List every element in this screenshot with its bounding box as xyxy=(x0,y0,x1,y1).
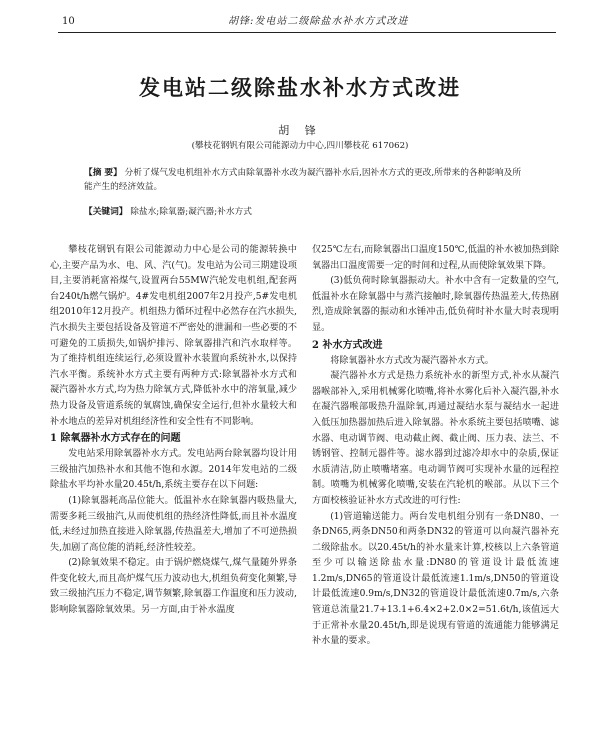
article-title: 发电站二级除盐水补水方式改进 xyxy=(139,75,461,100)
abstract-tag: 【摘 要】 xyxy=(84,168,122,178)
section-1-heading: 1 除氧器补水方式存在的问题 xyxy=(50,433,181,445)
author-name: 胡 锋 xyxy=(278,124,322,137)
problem-1-paragraph: (1)除氧器耗高品位能大。低温补水在除氧器内吸热量大,需要多耗三级抽汽,从而使机组的热经济性降低,而且补水温度低,未经过加热直接进入除氧器,传热温差大,增加了不可逆热损失,加剧了高位能的消耗,经济性较差。 xyxy=(50,495,297,553)
keywords-text: 除盐水;除氧器;凝汽器;补水方式 xyxy=(130,207,252,217)
abstract-text: 分析了煤气发电机组补水方式由除氧器补水改为凝汽器补水后,因补水方式的更改,所带来的各种影响及所能产生的经济效益。 xyxy=(84,168,522,192)
running-title: 胡锋:发电站二级除盐水补水方式改进 xyxy=(228,16,409,27)
abstract xyxy=(84,166,529,194)
keywords-tag: 【关键词】 xyxy=(84,207,128,217)
keywords xyxy=(84,205,529,219)
pipeline-capacity-paragraph: (1)管道输送能力。两台发电机组分别有一条DN80、一条DN65,两条DN50和两条DN32的管道可以向凝汽器补充二级除盐水。以20.45t/h的补水量来计算,校核以上六条管道至少可以输送除盐水量:DN80的管道设计最低流速1.2m/s,DN65的管道设计最低流速1.1m/s,DN50的管道设计最低流速0.9m/s,DN32的管道设计最低流速0.7m/s,六条管道总流量21.7+13.1+6.4×2+2.0×2=51.6t/h,该值远大于正常补水量20.45t/h,即是说现有管道的流通能力能够满足补水量的要求。 xyxy=(312,511,559,647)
section-1-paragraph: 发电站采用除氧器补水方式。发电站两台除氧器均设计用三级抽汽加热补水和其他不饱和水源。2014年发电站的二级除盐水平均补水量20.45t/h,系统主要存在以下问题: xyxy=(50,449,297,491)
problem-2-paragraph: (2)除氧效果不稳定。由于锅炉燃烧煤气,煤气量随外界条件变化较大,而且高炉煤气压力波动也大,机组负荷变化频繁,导致三级抽汽压力不稳定,调节频繁,除氧器工作温度和压力波动,影响除氧器除氧效果。另一方面,由于补水温度 xyxy=(50,558,297,616)
running-header xyxy=(58,12,556,33)
condenser-method-paragraph: 凝汽器补水方式是热力系统补水的新型方式,补水从凝汽器喉部补入,采用机械雾化喷嘴,将补水雾化后补入凝汽器,补水在凝汽器喉部吸热升温除氧,再通过凝结水泵与凝结水一起进入低压加热器加热后进入除氧器。补水系统主要包括喷嘴、滤水器、电动调节阀、电动截止阀、截止阀、压力表、法兰、不锈钢管、控制元器件等。滤水器到过滤冷却水中的杂质,保证水质清洁,防止喷嘴堵塞。电动调节阀可实现补水量的远程控制。喷嘴为机械雾化喷嘴,安装在汽轮机的喉部。从以下三个方面校核验证补水方式改进的可行性: xyxy=(312,371,559,506)
section-2-paragraph: 将除氧器补水方式改为凝汽器补水方式。 xyxy=(330,355,494,366)
intro-paragraph: 攀枝花钢钒有限公司能源动力中心是公司的能源转换中心,主要产品为水、电、风、汽(气)。发电站为公司三期建设项目,主要消耗富裕煤气,设置两台55MW汽轮发电机组,配套两台240t/h燃气锅炉。4#发电机组2007年2月投产,5#发电机组2010年12月投产。机组热力循环过程中必然存在汽水损失,汽水损失主要包括设备及管道不严密处的泄漏和一些必要的不可避免的工质损失,如锅炉排污、除氧器排汽和汽水取样等。为了维持机组连续运行,必须设置补水装置向系统补水,以保持汽水平衡。系统补水方式主要有两种方式:除氧器补水方式和凝汽器补水方式,均为热力除氧方式,降低补水中的溶氧量,减少热力设备及管道系统的氧腐蚀,确保安全运行,但补水量较大和补水地点的差异对机组经济性和安全性有不同影响。 xyxy=(50,245,297,427)
page-number: 10 xyxy=(62,16,75,27)
left-column xyxy=(50,243,297,619)
problem-3-paragraph: (3)低负荷时除氧器振动大。补水中含有一定数量的空气,低温补水在除氧器中与蒸汽接触时,除氧器传热温差大,传热剧烈,造成除氧器的振动和水锤冲击,低负荷时补水量大时表现明显。 xyxy=(312,276,559,333)
continued-paragraph: 仅25℃左右,而除氧器出口温度150℃,低温的补水被加热到除氧器出口温度需要一定的时间和过程,从而使除氧效果下降。 xyxy=(312,245,559,271)
right-column xyxy=(312,243,559,650)
section-2-heading: 2 补水方式改进 xyxy=(312,339,383,351)
author-affiliation: (攀枝花钢钒有限公司能源动力中心,四川攀枝花 617062) xyxy=(191,141,409,151)
